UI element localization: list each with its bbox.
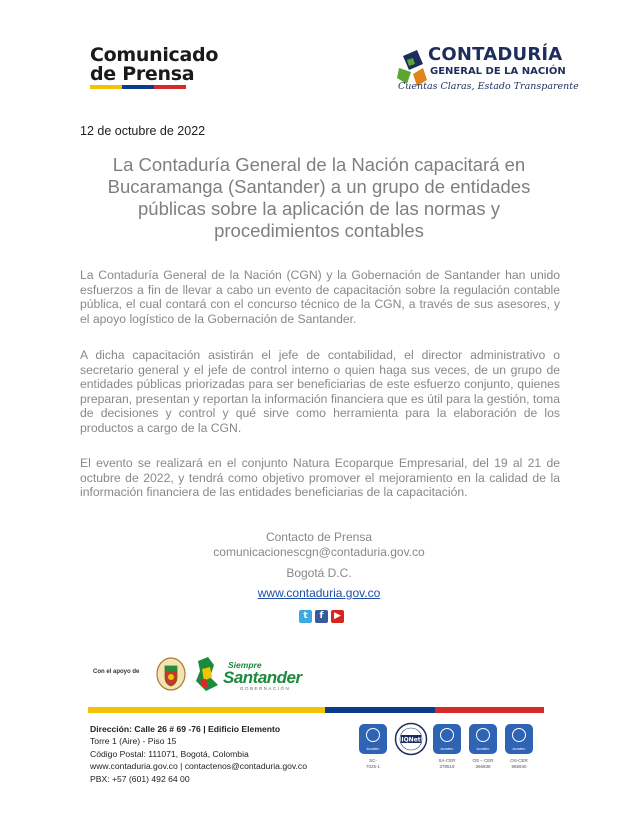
certification-code: SC- 7025-1 bbox=[365, 758, 380, 769]
footer-bar-blue bbox=[325, 707, 434, 713]
footer-color-bar bbox=[88, 707, 544, 713]
santander-gob: GOBERNACIÓN bbox=[240, 686, 291, 691]
footer-line: www.contaduria.gov.co | contactenos@contaduria.gov.co bbox=[90, 761, 308, 772]
footer-bar-yellow bbox=[88, 707, 325, 713]
logo-name-line1: CONTADURÍA bbox=[428, 44, 563, 65]
certification-badge bbox=[504, 724, 534, 769]
footer-line: Código Postal: 111071, Bogotá, Colombia bbox=[90, 748, 249, 759]
paragraph: La Contaduría General de la Nación (CGN) y la Gobernación de Santander han unido esfuerzos a fin de llevar a cabo un evento de capacitación sobre la regulación contable pública, el cual contará con el concurso técnico de la CGN, a través de sus asesores, y el apoyo logístico de la Gobernación de Santander. bbox=[80, 268, 560, 326]
contact-email: comunicacionescgn@contaduria.gov.co bbox=[213, 545, 425, 559]
certification-badge bbox=[468, 724, 498, 769]
icontec-icon: icontec bbox=[469, 724, 497, 754]
brand-title-line2: de Prensa bbox=[90, 63, 195, 85]
paragraph: El evento se realizará en el conjunto Natura Ecoparque Empresarial, del 19 al 21 de octubre de 2022, y tendrá como objetivo promover el mejoramiento en la calidad de la información financiera de las entidades beneficiarias de la capacitación. bbox=[80, 456, 560, 500]
press-headline: La Contaduría General de la Nación capacitará en Bucaramanga (Santander) a un grupo de entidades públicas sobre la aplicación de las normas y procedimientos contables bbox=[107, 154, 531, 241]
footer-line: PBX: +57 (601) 492 64 00 bbox=[90, 773, 190, 784]
support-label: Con el apoyo de bbox=[93, 669, 140, 675]
flag-stripe-yellow bbox=[90, 85, 122, 89]
footer-bar-red bbox=[435, 707, 544, 713]
santander-siempre: Siempre bbox=[228, 660, 262, 670]
certification-badge bbox=[358, 724, 388, 769]
facebook-icon[interactable]: f bbox=[315, 610, 328, 623]
flag-stripe-blue bbox=[122, 85, 154, 89]
website-link[interactable]: www.contaduria.gov.co bbox=[257, 586, 381, 600]
government-shield-icon bbox=[156, 657, 186, 691]
santander-name: Santander bbox=[223, 668, 302, 687]
logo-slogan: Cuentas Claras, Estado Transparente bbox=[398, 81, 579, 92]
flag-stripe bbox=[90, 85, 186, 89]
youtube-icon[interactable]: ▶ bbox=[331, 610, 344, 623]
twitter-icon[interactable]: t bbox=[299, 610, 312, 623]
footer-line: Torre 1 (Aire) - Piso 15 bbox=[90, 736, 177, 747]
social-links bbox=[299, 610, 344, 623]
logo-name-line2: GENERAL DE LA NACIÓN bbox=[430, 66, 566, 77]
brand-title bbox=[90, 46, 230, 84]
certification-code: SA-CER 378519 bbox=[438, 758, 456, 769]
icontec-icon: icontec bbox=[505, 724, 533, 754]
certification-badge bbox=[432, 724, 462, 769]
contact-label: Contacto de Prensa bbox=[265, 530, 373, 544]
certification-code: OS-CER 965940 bbox=[510, 758, 528, 769]
brand-title-line1: Comunicado bbox=[90, 44, 219, 66]
icontec-icon: icontec bbox=[433, 724, 461, 754]
iqnet-label: IQNet bbox=[401, 736, 421, 744]
certification-code: OS – CER 366838 bbox=[472, 758, 494, 769]
contact-city: Bogotá D.C. bbox=[286, 566, 352, 580]
footer-line: Dirección: Calle 26 # 69 -76 | Edificio Elemento bbox=[90, 724, 281, 734]
iqnet-icon bbox=[394, 722, 428, 756]
paragraph: A dicha capacitación asistirán el jefe de contabilidad, el director administrativo o secretario general y el jefe de control interno o quien haga sus veces, de un grupo de entidades públicas priorizadas para ser beneficiarias de este esfuerzo conjunto, quienes preparan, presentan y reportan la información financiera que es útil para la gestión, toma de decisiones y control y qué sirve como herramienta para la elaboración de los productos a cargo de la CGN. bbox=[80, 348, 560, 435]
flag-stripe-red bbox=[154, 85, 186, 89]
footer-address bbox=[90, 723, 307, 785]
press-date: 12 de octubre de 2022 bbox=[80, 124, 206, 138]
icontec-icon: icontec bbox=[359, 724, 387, 754]
